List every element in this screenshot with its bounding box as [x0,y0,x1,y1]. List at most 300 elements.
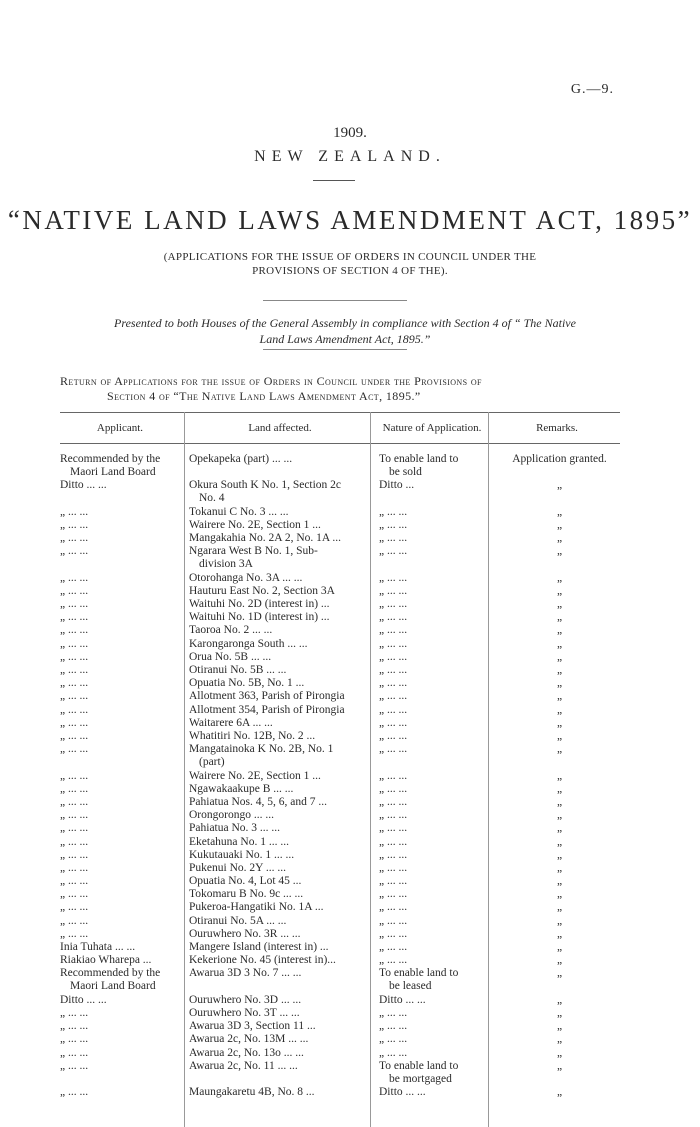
applicant-cell [60,1033,178,1046]
applicant-cell-line: „ ... ... [60,743,89,756]
land-cell-line: Opuatia No. 5B, No. 1 ... [189,677,305,690]
land-cell-line: Mangatainoka K No. 2B, No. 1 [189,743,334,756]
table-row [60,624,625,637]
remarks-cell: „ [556,954,563,967]
table-row [60,690,625,703]
nature-cell-line: „ ... ... [379,875,408,888]
column-header-land: Land affected. [248,422,312,434]
remarks-cell: „ [556,914,563,927]
table-row [60,836,625,849]
applicant-cell [60,638,178,651]
applicant-cell-line: „ ... ... [60,532,89,545]
applicant-cell-line: „ ... ... [60,703,89,716]
nature-cell-line: „ ... ... [379,664,408,677]
land-cell-line: Waituhi No. 2D (interest in) ... [189,598,330,611]
column-header-nature: Nature of Application. [382,422,482,434]
applicant-cell [60,611,178,624]
nature-cell [379,809,497,822]
table-row [60,519,625,532]
return-heading [60,374,650,404]
nature-cell-line: „ ... ... [379,1006,408,1019]
land-cell [189,836,372,849]
nature-cell-line: To enable land to [379,967,459,980]
land-cell-line: Hauturu East No. 2, Section 3A [189,584,335,597]
applicant-cell [60,836,178,849]
applicant-cell-line: „ ... ... [60,809,89,822]
presented-line-1: Presented to both Houses of the General Assembly in compliance with Section 4 of “ The Native [114,316,576,330]
nature-cell [379,862,497,875]
nature-cell [379,849,497,862]
applicant-cell [60,1020,178,1033]
nature-cell [379,585,497,598]
land-cell [189,941,372,954]
land-cell [189,822,372,835]
land-cell [189,717,372,730]
nature-cell [379,717,497,730]
applicant-cell-line: Maori Land Board [70,466,156,478]
nature-cell [379,730,497,743]
nature-cell-line: „ ... ... [379,769,408,782]
divider [263,300,407,301]
nature-cell-line: „ ... ... [379,584,408,597]
land-cell-line: Awarua 2c, No. 11 ... ... [189,1059,298,1072]
land-cell [189,545,372,571]
land-cell [189,664,372,677]
table-row [60,901,625,914]
land-cell-line: Kekerione No. 45 (interest in)... [189,954,336,967]
table-row [60,651,625,664]
land-cell [189,704,372,717]
table-row [60,915,625,928]
act-subtitle [100,250,600,278]
nature-cell [379,875,497,888]
remarks-cell: „ [556,690,563,703]
applicant-cell-line: „ ... ... [60,927,89,940]
nature-cell [379,638,497,651]
nature-cell-line: „ ... ... [379,954,408,967]
land-cell [189,1007,372,1020]
act-subtitle-line-1: (APPLICATIONS FOR THE ISSUE OF ORDERS IN COUNCIL UNDER THE [163,251,537,263]
table-row [60,717,625,730]
act-subtitle-line-2: PROVISIONS OF SECTION 4 OF THE). [252,265,448,277]
applicant-cell-line: „ ... ... [60,571,89,584]
table-row [60,941,625,954]
remarks-cell: „ [556,677,563,690]
land-cell [189,638,372,651]
nature-cell [379,572,497,585]
table-row [60,967,625,993]
applicant-cell-line: „ ... ... [60,690,89,703]
applicant-cell [60,928,178,941]
land-cell-line: Awarua 3D 3 No. 7 ... ... [189,967,302,980]
remarks-cell: „ [556,743,563,756]
land-cell [189,901,372,914]
nature-cell [379,677,497,690]
applicant-cell-line: „ ... ... [60,1033,89,1046]
nature-cell [379,1060,497,1086]
applicant-cell [60,704,178,717]
applicant-cell-line: „ ... ... [60,861,89,874]
applicant-cell [60,624,178,637]
table-row [60,770,625,783]
nature-cell-line: „ ... ... [379,861,408,874]
nature-cell-line: „ ... ... [379,1046,408,1059]
table-row [60,1086,625,1099]
nature-cell-line: „ ... ... [379,571,408,584]
applicant-cell [60,690,178,703]
land-cell-line: Opuatia No. 4, Lot 45 ... [189,875,302,888]
remarks-cell: „ [556,927,563,940]
remarks-cell: „ [556,1059,563,1072]
applicant-cell [60,901,178,914]
applicant-cell-line: „ ... ... [60,664,89,677]
nature-cell-line: be mortgaged [389,1072,452,1085]
nature-cell-line: „ ... ... [379,927,408,940]
nature-cell-line: „ ... ... [379,690,408,703]
land-cell [189,730,372,743]
nature-cell [379,796,497,809]
nature-cell-line: „ ... ... [379,809,408,822]
land-cell [189,585,372,598]
remarks-cell: „ [556,861,563,874]
remarks-cell: „ [556,1033,563,1046]
land-cell-line: Tokomaru B No. 9c ... ... [189,888,304,901]
land-cell [189,954,372,967]
nature-cell [379,967,497,993]
land-cell [189,453,372,466]
table-row [60,585,625,598]
land-cell [189,624,372,637]
nature-cell-line: „ ... ... [379,532,408,545]
land-cell [189,651,372,664]
applicant-cell [60,941,178,954]
applicant-cell [60,888,178,901]
table-row [60,664,625,677]
nature-cell-line: „ ... ... [379,729,408,742]
table-row [60,730,625,743]
nature-cell [379,1007,497,1020]
table-row [60,1047,625,1060]
land-cell-line: Kukutauaki No. 1 ... ... [189,848,295,861]
land-cell-line: Awarua 2c, No. 13M ... ... [189,1033,309,1046]
remarks-cell: „ [556,611,563,624]
nature-cell-line: „ ... ... [379,848,408,861]
land-cell-line: Whatitiri No. 12B, No. 2 ... [189,729,316,742]
remarks-cell: „ [556,1020,563,1033]
applicant-cell-line: „ ... ... [60,1046,89,1059]
nature-cell-line: „ ... ... [379,1020,408,1033]
nature-cell-line: „ ... ... [379,703,408,716]
remarks-cell: „ [556,875,563,888]
table-row [60,954,625,967]
nature-cell [379,1020,497,1033]
land-cell [189,809,372,822]
land-cell-line: Ngawakaakupe B ... ... [189,782,294,795]
land-cell-line: Opekapeka (part) ... ... [189,453,293,465]
applicant-cell-line: Inia Tuhata ... ... [60,941,136,953]
nature-cell-line: Ditto ... ... [379,1086,426,1099]
applicant-cell-line: „ ... ... [60,1059,89,1072]
remarks-cell: „ [556,822,563,835]
applicant-cell-line: „ ... ... [60,769,89,782]
nature-cell-line: „ ... ... [379,901,408,914]
land-cell [189,572,372,585]
applicant-cell [60,822,178,835]
nature-cell-line: To enable land to [379,453,459,465]
applicant-cell-line: „ ... ... [60,505,89,518]
land-cell [189,770,372,783]
land-cell-line: Ouruwhero No. 3D ... ... [189,993,302,1006]
remarks-cell: „ [556,532,563,545]
land-cell [189,690,372,703]
table-row [60,506,625,519]
applicant-cell [60,1007,178,1020]
applicant-cell-line: „ ... ... [60,1086,89,1099]
land-cell [189,1086,372,1099]
nature-cell-line: „ ... ... [379,835,408,848]
nature-cell [379,994,497,1007]
nature-cell [379,598,497,611]
remarks-cell: Application granted. [512,453,607,465]
applicant-cell [60,545,178,558]
applicant-cell-line: Maori Land Board [70,980,156,993]
applicant-cell-line: „ ... ... [60,822,89,835]
applicant-cell-line: „ ... ... [60,782,89,795]
applicant-cell-line: „ ... ... [60,545,89,558]
applicant-cell-line: „ ... ... [60,716,89,729]
return-heading-line-1: Return of Applications for the issue of Orders in Council under the Provisions of [60,374,482,388]
applicant-cell-line: „ ... ... [60,611,89,624]
nature-cell-line: „ ... ... [379,624,408,637]
nature-cell [379,928,497,941]
remarks-cell: „ [556,505,563,518]
remarks-cell: „ [556,624,563,637]
remarks-cell: „ [556,848,563,861]
applicant-cell [60,598,178,611]
land-cell [189,994,372,1007]
table-row [60,704,625,717]
land-cell [189,1033,372,1046]
land-cell [189,743,372,769]
country-heading: NEW ZEALAND. [254,148,446,165]
nature-cell [379,479,497,492]
applicant-cell [60,915,178,928]
nature-cell-line: „ ... ... [379,1033,408,1046]
land-cell-line: Eketahuna No. 1 ... ... [189,835,289,848]
nature-cell-line: „ ... ... [379,941,408,953]
table-row [60,849,625,862]
applicant-cell [60,1086,178,1099]
land-cell [189,862,372,875]
table-row [60,783,625,796]
remarks-cell: „ [556,729,563,742]
land-cell-line: Awarua 3D 3, Section 11 ... [189,1020,316,1033]
nature-cell-line: „ ... ... [379,914,408,927]
applicant-cell [60,585,178,598]
nature-cell [379,901,497,914]
land-cell [189,1047,372,1060]
nature-cell-line: Ditto ... [379,479,415,492]
remarks-cell: „ [556,835,563,848]
remarks-cell: „ [556,1006,563,1019]
remarks-cell: „ [556,637,563,650]
nature-cell [379,783,497,796]
nature-cell [379,770,497,783]
land-cell-line: Okura South K No. 1, Section 2c [189,479,342,492]
table-row [60,1020,625,1033]
applicant-cell-line: „ ... ... [60,584,89,597]
table-row [60,598,625,611]
nature-cell [379,453,497,479]
table-row [60,479,625,505]
nature-cell [379,690,497,703]
table-row [60,809,625,822]
act-title: “NATIVE LAND LAWS AMENDMENT ACT, 1895” [7,205,693,235]
document-reference: G.—9. [570,82,614,97]
applicant-cell [60,664,178,677]
applicant-cell [60,796,178,809]
nature-cell [379,664,497,677]
remarks-cell: „ [556,795,563,808]
table-row [60,994,625,1007]
applicant-cell [60,783,178,796]
land-cell-line: Pahiatua No. 3 ... ... [189,822,281,835]
nature-cell-line: „ ... ... [379,637,408,650]
land-cell-line: Otiranui No. 5B ... ... [189,664,287,677]
applicant-cell [60,506,178,519]
land-cell [189,783,372,796]
table-row [60,611,625,624]
remarks-cell: „ [556,664,563,677]
nature-cell-line: „ ... ... [379,795,408,808]
applicant-cell [60,519,178,532]
nature-cell [379,545,497,558]
table-row [60,545,625,571]
nature-cell-line: „ ... ... [379,611,408,624]
divider [313,180,355,181]
nature-cell-line: „ ... ... [379,598,408,611]
nature-cell [379,822,497,835]
applicant-cell [60,453,178,479]
land-cell-line: Mangere Island (interest in) ... [189,941,329,953]
nature-cell [379,941,497,954]
table-row [60,796,625,809]
land-cell-line: division 3A [199,558,253,571]
land-cell-line: Awarua 2c, No. 13o ... ... [189,1046,304,1059]
nature-cell [379,624,497,637]
land-cell [189,506,372,519]
land-cell-line: Orua No. 5B ... ... [189,650,272,663]
land-cell [189,928,372,941]
nature-cell [379,743,497,756]
land-cell [189,915,372,928]
nature-cell-line: To enable land to [379,1059,459,1072]
applicant-cell [60,730,178,743]
land-cell-line: Orongorongo ... ... [189,809,274,822]
land-cell-line: (part) [199,756,225,769]
presented-line-2: Land Laws Amendment Act, 1895.” [259,332,431,346]
remarks-cell: „ [556,809,563,822]
applicant-cell [60,967,178,993]
nature-cell-line: „ ... ... [379,505,408,518]
land-cell [189,849,372,862]
applicant-cell [60,479,178,492]
applicant-cell [60,994,178,1007]
table-header-row [60,412,620,444]
land-cell-line: Ouruwhero No. 3T ... ... [189,1006,300,1019]
remarks-cell: „ [556,782,563,795]
remarks-cell: „ [556,1046,563,1059]
nature-cell [379,611,497,624]
land-cell-line: Allotment 354, Parish of Pirongia [189,703,345,716]
applicant-cell [60,717,178,730]
applicant-cell-line: „ ... ... [60,637,89,650]
land-cell [189,532,372,545]
land-cell-line: No. 4 [199,492,225,505]
table-row [60,532,625,545]
applicant-cell [60,809,178,822]
applicant-cell-line: „ ... ... [60,729,89,742]
land-cell-line: Waituhi No. 1D (interest in) ... [189,611,330,624]
nature-cell [379,506,497,519]
applicant-cell [60,572,178,585]
remarks-cell: „ [556,716,563,729]
land-cell-line: Tokanui C No. 3 ... ... [189,505,289,518]
remarks-cell: „ [556,769,563,782]
table-row [60,1060,625,1086]
applications-table-header [60,412,620,444]
nature-cell [379,915,497,928]
table-row [60,743,625,769]
applicant-cell-line: „ ... ... [60,914,89,927]
nature-cell-line: „ ... ... [379,888,408,901]
nature-cell [379,1086,497,1099]
nature-cell [379,651,497,664]
land-cell-line: Mangakahia No. 2A 2, No. 1A ... [189,532,342,545]
table-row [60,862,625,875]
applicant-cell-line: „ ... ... [60,901,89,914]
nature-cell [379,888,497,901]
applicant-cell [60,849,178,862]
applicant-cell [60,651,178,664]
applicant-cell-line: „ ... ... [60,795,89,808]
land-cell-line: Otorohanga No. 3A ... ... [189,571,303,584]
remarks-cell: „ [556,518,563,531]
land-cell-line: Pukenui No. 2Y ... ... [189,861,287,874]
land-cell-line: Pukeroa-Hangatiki No. 1A ... [189,901,324,914]
applicant-cell [60,743,178,756]
year-heading: 1909. [333,125,367,141]
table-row [60,822,625,835]
remarks-cell: „ [556,545,563,558]
remarks-cell: „ [556,941,563,953]
nature-cell [379,954,497,967]
applicant-cell [60,677,178,690]
applicant-cell-line: „ ... ... [60,1006,89,1019]
nature-cell-line: „ ... ... [379,822,408,835]
applicant-cell-line: „ ... ... [60,835,89,848]
land-cell-line: Waitarere 6A ... ... [189,716,273,729]
applicant-cell-line: „ ... ... [60,888,89,901]
applicant-cell [60,954,178,967]
nature-cell [379,1047,497,1060]
table-row [60,677,625,690]
remarks-cell: „ [556,993,563,1006]
table-row [60,453,625,479]
land-cell [189,611,372,624]
land-cell [189,479,372,505]
applications-table-body [60,453,625,1099]
